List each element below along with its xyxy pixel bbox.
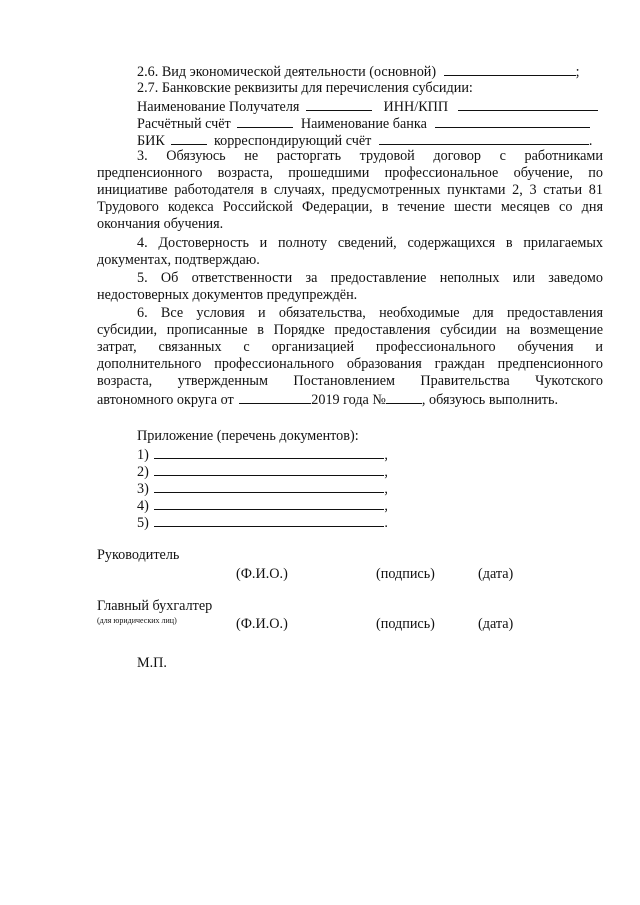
attachment-item-end: , xyxy=(384,447,388,463)
item-3-line-3: инициативе работодателя в случаях, предусмотренных пунктами 2, 3 статьи 81 xyxy=(97,182,603,198)
bank-name-field[interactable] xyxy=(435,114,590,128)
item-5-line-2: недостоверных документов предупреждён. xyxy=(97,287,358,303)
item-6-line-2: субсидии, прописанные в Порядке предоставления субсидии на возмещение xyxy=(97,322,603,338)
item-6-line-1: 6. Все условия и обязательства, необходимые для предоставления xyxy=(137,305,603,321)
item-3-line-5: окончания обучения. xyxy=(97,216,224,232)
head-signature-caption: (подпись) xyxy=(376,566,435,582)
item-2-6 xyxy=(137,62,580,81)
recipient-name-field[interactable] xyxy=(306,97,372,111)
item-6-suffix: , обязуюсь выполнить. xyxy=(421,392,559,408)
attachment-item xyxy=(137,513,388,532)
economic-activity-field[interactable] xyxy=(444,62,576,76)
bik-label: БИК xyxy=(137,133,165,149)
attachment-item-field[interactable] xyxy=(154,445,384,459)
item-6-line-5: возраста, утвержденным Постановлением Правительства Чукотского xyxy=(97,373,603,389)
attachment-item-num: 2) xyxy=(137,464,149,480)
item-6-year: 2019 года № xyxy=(311,392,386,408)
bank-row-3-end: . xyxy=(588,133,593,149)
attachment-item-field[interactable] xyxy=(154,496,384,510)
attachment-item-num: 3) xyxy=(137,481,149,497)
chief-accountant-label: Главный бухгалтер xyxy=(97,598,213,614)
corr-account-field[interactable] xyxy=(379,131,589,145)
head-date-caption: (дата) xyxy=(478,566,514,582)
attachment-item-field[interactable] xyxy=(154,462,384,476)
resolution-date-field[interactable] xyxy=(239,390,311,404)
attachment-item-field[interactable] xyxy=(154,513,384,527)
attachment-title: Приложение (перечень документов): xyxy=(137,428,359,444)
attachment-item-num: 1) xyxy=(137,447,149,463)
item-4-line-1: 4. Достоверность и полноту сведений, содержащихся в прилагаемых xyxy=(137,235,603,251)
item-6-line-3: затрат, связанных с организацией профессионального обучения и xyxy=(97,339,603,355)
stamp-place: М.П. xyxy=(137,655,167,671)
account-label: Расчётный счёт xyxy=(137,116,231,132)
resolution-number-field[interactable] xyxy=(386,390,422,404)
item-6-line-4: дополнительного профессионального образования граждан предпенсионного xyxy=(97,356,603,372)
item-4-line-2: документах, подтверждаю. xyxy=(97,252,260,268)
item-6-date-prefix: автономного округа от xyxy=(97,392,234,408)
accountant-signature-caption: (подпись) xyxy=(376,616,435,632)
attachment-item-field[interactable] xyxy=(154,479,384,493)
item-3-line-4: Трудового кодекса Российской Федерации, в течение шести месяцев со дня xyxy=(97,199,603,215)
item-6-line-6 xyxy=(97,390,558,409)
item-2-6-label: 2.6. Вид экономической деятельности (основной) xyxy=(137,64,437,80)
accountant-fio-caption: (Ф.И.О.) xyxy=(236,616,288,632)
head-label: Руководитель xyxy=(97,547,180,563)
item-2-6-end: ; xyxy=(575,64,580,80)
account-field[interactable] xyxy=(237,114,293,128)
attachment-item-end: . xyxy=(384,515,388,531)
legal-entities-note: (для юридических лиц) xyxy=(97,616,177,625)
head-fio-caption: (Ф.И.О.) xyxy=(236,566,288,582)
inn-kpp-label: ИНН/КПП xyxy=(383,99,449,115)
attachment-item-end: , xyxy=(384,498,388,514)
item-2-7 xyxy=(137,80,473,97)
item-3-line-1: 3. Обязуюсь не расторгать трудовой договор с работниками xyxy=(137,148,603,164)
bik-field[interactable] xyxy=(171,131,207,145)
item-2-7-label: 2.7. Банковские реквизиты для перечисления субсидии: xyxy=(137,80,473,96)
accountant-date-caption: (дата) xyxy=(478,616,514,632)
recipient-name-label: Наименование Получателя xyxy=(137,99,300,115)
corr-account-label: корреспондирующий счёт xyxy=(213,133,372,149)
attachment-item-end: , xyxy=(384,464,388,480)
attachment-item-end: , xyxy=(384,481,388,497)
attachment-item-num: 5) xyxy=(137,515,149,531)
inn-kpp-field[interactable] xyxy=(458,97,598,111)
attachment-item-num: 4) xyxy=(137,498,149,514)
bank-name-label: Наименование банка xyxy=(300,116,427,132)
item-5-line-1: 5. Об ответственности за предоставление неполных или заведомо xyxy=(137,270,603,286)
item-3-line-2: предпенсионного возраста, прошедшими профессиональное обучение, по xyxy=(97,165,603,181)
